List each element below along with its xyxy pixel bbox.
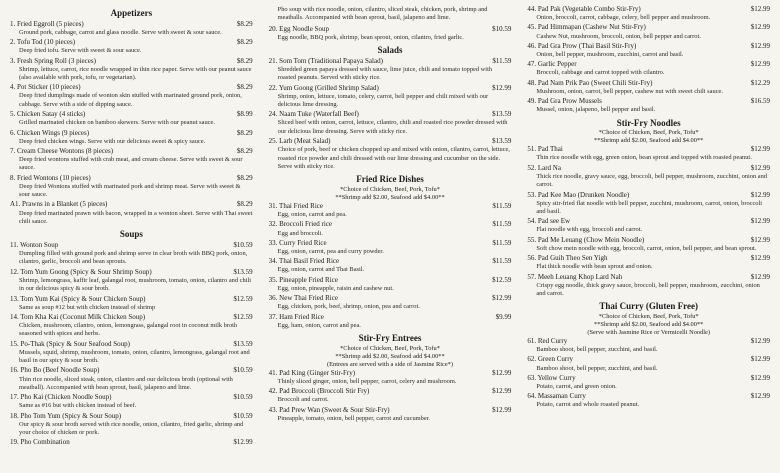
item-price: $12.99: [492, 83, 512, 92]
item-line: [269, 202, 512, 211]
item-line: [269, 137, 512, 146]
menu-item: [527, 23, 770, 40]
item-name: 32. Broccoli Fried rice: [268, 220, 333, 229]
item-line: [269, 84, 512, 93]
item-description: Broccoli, cabbage and carrot topped with cilantro.: [536, 69, 665, 77]
item-description: Thin rice noodle, sliced steak, onion, cilantro and our delicious broth (optional with meatball). Accompanied with bean sprout, basil, jalapeno and lime.: [19, 375, 233, 391]
item-description: Cashew Nut, mushroom, broccoli, onion, bell pepper and carrot.: [536, 32, 701, 40]
menu-item: [10, 412, 253, 438]
section-note: (Serve with Jasmine Rice or Vermicelli Noodle): [587, 329, 711, 337]
item-line: [527, 273, 770, 282]
item-line: [527, 97, 770, 106]
item-price: $12.99: [750, 60, 771, 69]
menu-item: [527, 191, 770, 217]
item-description: Pineapple, tomato, onion, bell pepper, carrot and cucumber.: [277, 414, 431, 422]
item-price: $10.59: [233, 393, 253, 402]
item-price: $11.59: [492, 238, 512, 247]
item-line: [527, 254, 770, 263]
item-price: $11.59: [492, 202, 512, 210]
item-name: 44. Pad Pak (Vegetable Combo Stir-Fry): [527, 5, 641, 13]
item-price: $12.99: [750, 190, 771, 199]
section-title: Appetizers: [110, 8, 153, 18]
item-line: [269, 25, 512, 34]
item-description: Spicy stir-fried flat noodle with bell pepper, zucchini, mushroom, carrot, onion, broccoli and basil.: [536, 199, 763, 215]
item-name: A1. Prawns in a Blanket (5 pieces): [10, 200, 108, 209]
item-description: Shrimp, lettuce, carrot, rice noodle wrapped in thin rice paper. Serve with our peanut sauce (also available with pork, tofu, or vegetarian).: [19, 65, 252, 82]
item-price: $12.99: [492, 387, 512, 396]
item-description: Potato, carrot, and green onion.: [536, 383, 617, 390]
item-price: $12.59: [492, 275, 512, 284]
menu-column-3: [527, 5, 770, 471]
item-price: $12.99: [750, 254, 771, 263]
item-description: Deep fried wontons stuffed with crab meat, and cream cheese. Serve with sweet & sour sauce.: [19, 156, 243, 172]
item-price: $12.99: [750, 163, 771, 172]
item-price: $12.99: [750, 355, 771, 364]
menu-item: [10, 393, 253, 410]
item-description: Mushroom, onion, carrot, bell pepper, cashew nut with sweet chili sauce.: [536, 87, 723, 95]
item-name: 25. Larb (Meat Salad): [268, 137, 331, 146]
section-title: Fried Rice Dishes: [356, 174, 424, 185]
item-description: Flat noodle with egg, broccoli and carrot.: [536, 226, 643, 234]
item-name: 21. Som Tom (Traditional Papaya Salad): [268, 56, 383, 65]
menu-item: [527, 5, 770, 22]
item-line: [527, 217, 770, 226]
item-line: [269, 257, 512, 266]
item-name: 36. New Thai Fried Rice: [268, 294, 338, 303]
item-name: 13. Tom Yum Kai (Spicy & Sour Chicken Soup): [10, 294, 146, 303]
item-name: 11. Wonton Soup: [10, 241, 59, 250]
item-line: [527, 42, 770, 51]
section-note: **Shrimp add $2.00, Seafood add $4.00**: [594, 137, 704, 145]
item-line: [10, 38, 253, 47]
item-line: [10, 412, 253, 421]
item-name: 48. Pad Nam Prik Pao (Sweet Chili Stir-Fry): [527, 78, 653, 87]
section-title: Stir-Fry Entrees: [358, 332, 422, 343]
item-description: Egg, ham, onion, carrot and pea.: [277, 321, 361, 329]
item-name: 35. Pineapple Fried Rice: [268, 275, 338, 284]
item-price: $13.59: [233, 267, 253, 276]
item-price: $12.29: [750, 78, 771, 87]
item-name: 12. Tom Yum Goong (Spicy & Sour Shrimp Soup): [10, 267, 152, 276]
menu-item: [10, 129, 253, 146]
menu-item: [527, 217, 770, 234]
item-price: $11.59: [492, 220, 512, 229]
item-name: 41. Pad King (Ginger Stir-Fry): [268, 368, 356, 377]
item-description: Deep fried chicken wings. Serve with our delicious sweet & spicy sauce.: [19, 137, 206, 145]
menu-item: [269, 84, 512, 110]
item-price: $12.99: [750, 235, 771, 244]
menu-item: [269, 294, 512, 311]
item-description: Our spicy & sour broth served with rice noodle, onion, cilantro, fried garlic, shrimp and your choice of chicken or pork.: [19, 420, 244, 437]
item-line: [269, 313, 512, 322]
item-name: 20. Egg Noodle Soup: [268, 24, 329, 33]
item-description: Egg, onion, carrot, pea and curry powder.: [277, 247, 384, 255]
item-price: $12.99: [750, 5, 771, 13]
menu-item: [10, 174, 253, 200]
item-line: [269, 294, 512, 303]
item-line: [10, 313, 253, 322]
item-description: Onion, bell pepper, mushroom, zucchini, carrot and basil.: [536, 50, 684, 58]
menu-item: [527, 42, 770, 59]
item-name: 56. Pad Guih Theo Sen Yigh: [527, 254, 608, 263]
item-line: [10, 83, 253, 92]
menu-item: [527, 145, 770, 162]
menu-item: [527, 79, 770, 96]
item-name: 43. Pad Prew Wan (Sweet & Sour Stir-Fry): [268, 405, 390, 414]
item-name: 22. Yum Goong (Grilled Shrimp Salad): [268, 83, 379, 92]
item-price: $8.99: [236, 110, 253, 119]
item-name: 54. Pad see Ew: [527, 217, 571, 226]
item-price: $12.99: [492, 405, 512, 414]
item-name: 4. Pot Sticker (10 pieces): [10, 83, 81, 92]
item-price: $12.99: [492, 294, 512, 303]
item-price: $12.99: [750, 337, 771, 346]
item-line: [527, 79, 770, 88]
item-description: Egg noodle, BBQ pork, shrimp, bean sprout, onion, cilantro, fried garlic.: [277, 33, 464, 41]
item-price: $9.99: [495, 312, 512, 321]
item-name: 16. Pho Bo (Beef Noodle Soup): [10, 366, 100, 375]
item-name: 42. Pad Broccoli (Broccoli Stir Fry): [268, 387, 370, 396]
item-name: 64. Massaman Curry: [527, 392, 586, 401]
menu-item: [10, 83, 253, 109]
item-line: [10, 200, 253, 209]
item-name: 8. Fried Wontons (10 pieces): [10, 173, 91, 182]
item-line: [10, 20, 253, 29]
menu-item: [269, 313, 512, 330]
item-name: 37. Ham Fried Rice: [268, 312, 324, 321]
item-line: [10, 393, 253, 402]
section-title: Thai Curry (Gluten Free): [599, 301, 698, 312]
item-price: $8.29: [236, 200, 253, 209]
menu-item: [10, 241, 253, 267]
item-description: Egg, chicken, pork, beef, shrimp, onion, pea and carrot.: [277, 303, 420, 311]
item-description: Same as #16 but with chicken instead of beef.: [19, 402, 137, 410]
menu-item: [527, 392, 770, 409]
item-description: Crispy egg noodle, thick gravy sauce, broccoli, bell pepper, mushroom, zucchini, onion and carrot.: [536, 281, 760, 297]
item-line: [10, 57, 253, 66]
item-line: [527, 191, 770, 200]
item-line: [269, 57, 512, 66]
item-name: 57. Meeh Leuang Khop Lard Nah: [527, 272, 623, 281]
item-name: 51. Pad Thai: [527, 145, 563, 154]
item-description: Deep fried marinated prawn with bacon, wrapped in a wonton sheet. Serve with Thai sweet chili sauce.: [19, 209, 253, 225]
item-line: [527, 5, 770, 14]
item-description: Deep fried Wontons stuffed with marinated pork and shrimp meat. Serve with sweet & sour sauce.: [19, 182, 241, 199]
item-description: Mussels, squid, shrimp, mushroom, tomato, onion, cilantro, lemongrass, galangal root and basil in our spicy & sour broth.: [19, 348, 250, 365]
item-price: $11.59: [492, 257, 512, 266]
item-name: 7. Cream Cheese Wontons (8 pieces): [10, 146, 114, 155]
section-title: Soups: [119, 229, 143, 240]
item-name: 18. Pho Tom Yum (Spicy & Sour Soup): [10, 411, 122, 420]
menu-item: [527, 236, 770, 253]
item-price: $12.99: [750, 373, 771, 382]
menu-item: [269, 220, 512, 237]
item-price: $12.99: [233, 438, 253, 447]
menu-item: [527, 254, 770, 271]
item-description: Mussel, onion, jalapeno, bell pepper and basil.: [536, 106, 656, 114]
item-description: Soft chow mein noodle with egg, broccoli, carrot, onion, bell pepper, and bean sprout.: [536, 244, 757, 252]
item-name: 31. Thai Fried Rice: [268, 202, 323, 210]
item-price: $10.59: [233, 366, 253, 375]
item-name: 55. Pad Me Leuang (Chow Mein Noodle): [527, 235, 645, 244]
item-description: Dumpling filled with ground pork and shrimp serve in clear broth with BBQ pork, onion, cilantro, garlic, broccoli and bean sprouts.: [19, 250, 248, 266]
item-description: Egg and broccoli.: [277, 229, 323, 237]
item-name: 5. Chicken Satay (4 sticks): [10, 110, 86, 119]
item-name: 53. Pad Kee Mao (Drunken Noodle): [527, 190, 630, 199]
menu-item: [10, 110, 253, 127]
item-name: 46. Pad Gra Prow (Thai Basil Stir-Fry): [527, 41, 637, 50]
menu-item: [269, 137, 512, 171]
section-note: *Choice of Chicken, Beef, Pork, Tofu*: [340, 186, 440, 193]
menu-item: [527, 337, 770, 354]
item-name: 24. Naam Tuke (Waterfall Beef): [268, 110, 359, 119]
item-description: Thinly sliced ginger, onion, bell pepper, carrot, celery and mushroom.: [277, 377, 457, 385]
menu-item: [269, 387, 512, 404]
item-price: $8.29: [236, 83, 253, 92]
item-line: [10, 268, 253, 277]
item-line: [10, 129, 253, 138]
item-name: 1. Fried Eggroll (5 pieces): [10, 19, 84, 28]
menu-item: [10, 268, 253, 294]
item-name: 47. Garlic Pepper: [527, 60, 577, 69]
item-price: $11.59: [492, 56, 512, 65]
item-name: 63. Yellow Curry: [527, 373, 576, 382]
item-line: [269, 406, 512, 415]
item-name: 49. Pad Gra Prow Mussels: [527, 97, 602, 106]
item-description: Bamboo shoot, bell pepper, zucchini, and basil.: [536, 364, 658, 372]
item-price: $12.99: [750, 41, 771, 50]
item-price: $10.59: [492, 24, 512, 33]
item-line: [10, 366, 253, 375]
item-price: $12.99: [750, 272, 771, 281]
item-price: $8.29: [236, 146, 253, 155]
item-description: Flat thick noodle with bean sprout and onion.: [536, 263, 653, 271]
item-description: Sliced beef with onion, carrot, lettuce, cilantro, chili and roasted rice powder dressed with our delicious lime dressing. Serve with sticky rice.: [277, 119, 508, 135]
item-description: Bamboo shoot, bell pepper, zucchini, and basil.: [536, 346, 658, 354]
item-line: [10, 340, 253, 349]
item-line: [527, 145, 770, 154]
item-line: [527, 60, 770, 69]
item-description: Shrimp, onion, lettuce, tomato, celery, carrot, bell pepper and chili mixed with our delicious lime dressing.: [277, 92, 489, 109]
item-line: [527, 355, 770, 364]
item-price: $12.59: [233, 294, 253, 303]
item-name: 52. Lard Na: [527, 163, 561, 172]
item-description: Thin rice noodle with egg, green onion, bean sprout and topped with roasted peanut.: [536, 154, 752, 162]
item-line: [10, 110, 253, 119]
menu-item: [527, 355, 770, 372]
menu-item: [269, 110, 512, 136]
item-line: [269, 387, 512, 396]
item-line: [10, 241, 253, 250]
item-name: 15. Po-Thak (Spicy & Sour Seafood Soup): [10, 339, 130, 348]
item-description: Potato, carrot and whole roasted peanut.: [536, 401, 640, 409]
section-note: **Shrimp add $2.00, Seafood add $4.00**: [594, 321, 704, 329]
menu-column-1: [10, 5, 253, 471]
menu-item: [269, 25, 512, 42]
menu-item: [269, 57, 512, 83]
item-description: Egg, onion, carrot and Thai Basil.: [277, 266, 365, 274]
item-description: Egg, onion, pineapple, raisin and cashew nut.: [277, 284, 394, 292]
menu-item: [527, 97, 770, 114]
item-name: 3. Fresh Spring Roll (3 pieces): [10, 56, 96, 65]
item-line: [269, 110, 512, 119]
section-note: **Shrimp add $2.00, Seafood add $4.00**: [335, 352, 445, 360]
menu-item: [269, 276, 512, 293]
item-description: Egg, onion, carrot and pea.: [277, 211, 347, 219]
item-price: $12.99: [750, 145, 771, 154]
menu-item: [10, 313, 253, 339]
item-price: $12.59: [233, 312, 253, 321]
item-name: 62. Green Curry: [527, 355, 574, 364]
menu-item: [10, 147, 253, 173]
item-line: [10, 295, 253, 304]
menu-column-2: [269, 5, 512, 471]
item-line: [10, 147, 253, 156]
section-note: (Entrees are served with a side of Jasmine Rice*): [327, 360, 453, 368]
item-name: 2. Tofu Tod (10 pieces): [10, 38, 76, 47]
item-price: $13.59: [492, 137, 512, 146]
menu-item: [10, 340, 253, 366]
menu-item: [10, 200, 253, 226]
item-description: Thick rice noodle, gravy sauce, egg, broccoli, bell pepper, mushroom, zucchini, onion and carrot.: [536, 172, 767, 189]
item-description-continued: Pho soup with rice noodle, onion, cilantro, sliced steak, chicken, pork, shrimp and meatballs. Accompanied with bean sprout, basil, jalapeno and lime.: [277, 6, 488, 22]
item-line: [527, 236, 770, 245]
menu-item: [527, 164, 770, 190]
item-price: $16.59: [750, 97, 771, 106]
item-line: [527, 164, 770, 173]
item-price: $12.99: [750, 392, 771, 401]
item-line: [269, 239, 512, 248]
menu-item: [10, 38, 253, 55]
item-price: $8.29: [236, 56, 253, 65]
item-line: [269, 220, 512, 229]
item-line: [269, 369, 512, 378]
item-price: $10.59: [233, 241, 253, 250]
section-title: Stir-Fry Noodles: [616, 117, 681, 128]
item-price: $8.29: [236, 38, 253, 47]
item-name: 19. Pho Combination: [10, 438, 70, 447]
item-name: 34. Thai Basil Fried Rice: [268, 257, 340, 266]
menu-item: [10, 366, 253, 392]
menu-item: [269, 369, 512, 386]
item-description: Choice of pork, beef or chicken chopped up and mixed with onion, cilantro, carrot, lettuce, roasted rice powder and chili dressed with our lime dressing and cucumber on the side. Serve with sticky rice.: [277, 146, 510, 170]
menu-item: [269, 406, 512, 423]
item-description: Shredded green papaya dressed with sauce, lime juice, chili and tomato topped with roasted peanuts. Served with sticky rice.: [277, 65, 493, 82]
item-name: 6. Chicken Wings (9 pieces): [10, 128, 90, 137]
menu-item: [10, 438, 253, 447]
item-description: Same as soup #12 but with chicken instead of shrimp: [19, 303, 156, 311]
item-line: [527, 23, 770, 32]
item-price: $8.29: [236, 19, 253, 28]
item-price: $12.99: [492, 368, 512, 377]
item-line: [10, 438, 253, 447]
item-description: Deep fried tofu. Serve with sweet & sour sauce.: [19, 47, 142, 55]
item-name: 17. Pho Kai (Chicken Noodle Soup): [10, 393, 112, 402]
item-name: 14. Tom Kha Kai (Coconut Milk Chicken Soup): [10, 312, 146, 321]
item-line: [269, 276, 512, 285]
item-price: $10.59: [233, 411, 253, 420]
item-price: $12.99: [750, 217, 771, 226]
item-price: $8.29: [236, 173, 253, 182]
item-description: Onion, broccoli, carrot, cabbage, celery, bell pepper and mushroom.: [536, 14, 711, 22]
menu-item: [527, 273, 770, 299]
item-description: Deep fried dumplings made of wonton skin stuffed with marinated ground pork, onion, cabbage. Serve with a side of dipping sauce.: [19, 92, 242, 108]
item-name: 61. Red Curry: [527, 337, 568, 346]
item-description: Broccoli and carrot.: [277, 396, 329, 404]
item-line: [10, 174, 253, 183]
item-description: Ground pork, cabbage, carrot and glass noodle. Serve with sweet & sour sauce.: [19, 28, 222, 36]
section-note: *Choice of Chicken, Beef, Pork, Tofu*: [340, 344, 440, 352]
item-line: [527, 392, 770, 401]
item-description: Shrimp, lemongrass, kaffir leaf, galangal root, mushroom, tomato, onion, cilantro and chili in our delicious spicy & sour broth.: [19, 276, 252, 293]
item-name: 33. Curry Fried Rice: [268, 238, 327, 247]
item-line: [527, 374, 770, 383]
menu-item: [10, 57, 253, 83]
menu-item: [269, 257, 512, 274]
menu-item: [10, 20, 253, 37]
item-price: $8.29: [236, 128, 253, 137]
item-price: $13.59: [233, 339, 253, 348]
item-description: Grilled marinated chicken on bamboo skewers. Serve with our peanut sauce.: [19, 119, 215, 127]
item-line: [527, 337, 770, 346]
item-price: $12.99: [750, 23, 771, 32]
section-note: **Shrimp add $2.00, Seafood add $4.00**: [335, 194, 445, 201]
section-note: *Choice of Chicken, Beef, Pork, Tofu*: [598, 129, 699, 137]
menu-item: [527, 60, 770, 77]
menu-item: [269, 239, 512, 256]
item-description: Chicken, mushroom, cilantro, onion, lemongrass, galangal root in coconut milk broth seasoned with spices and herbs.: [19, 322, 238, 338]
menu-item: [10, 295, 253, 312]
menu-item: [527, 374, 770, 391]
item-price: $13.59: [492, 110, 512, 119]
section-title: Salads: [377, 45, 403, 56]
menu-item: [269, 202, 512, 219]
item-name: 45. Pad Himmapan (Cashew Nut Stir-Fry): [527, 23, 646, 32]
section-note: *Choice of Chicken, Beef, Pork, Tofu*: [598, 313, 699, 321]
